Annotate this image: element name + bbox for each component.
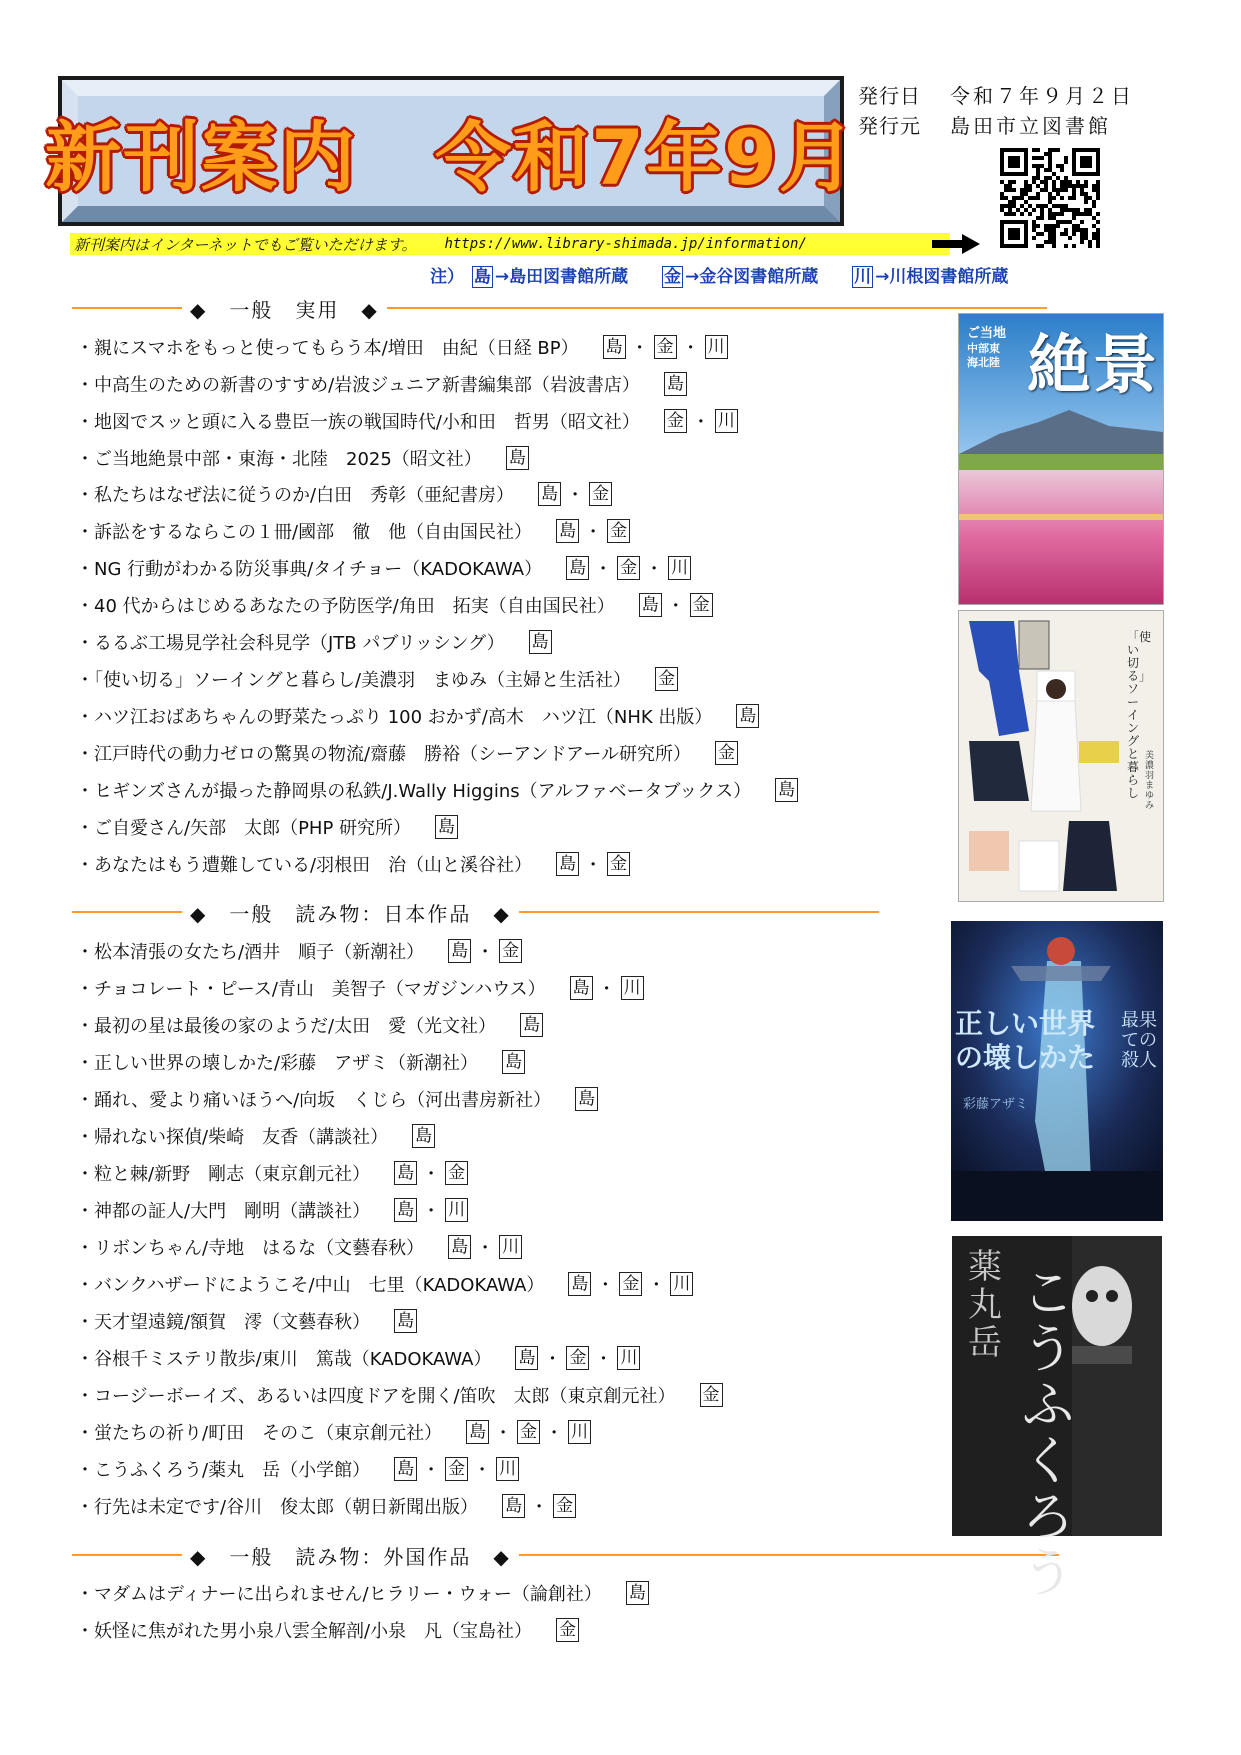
library-tag: 川 [668, 556, 691, 580]
library-tag: 島 [566, 556, 589, 580]
book-row [76, 1195, 470, 1225]
library-tags [601, 334, 730, 360]
library-tag: 島 [394, 1161, 417, 1185]
book-title: ・NG 行動がわかる防災事典/タイチョー（KADOKAWA） [76, 559, 543, 580]
library-tag: 島 [394, 1198, 417, 1222]
book-row [76, 849, 632, 879]
book-row [76, 1417, 593, 1447]
arrow-right-icon [932, 234, 980, 254]
legend-tag-kawane: 川 [854, 267, 872, 287]
book-row [76, 1269, 695, 1299]
library-tags [653, 667, 680, 691]
book-title: ・私たちはなぜ法に従うのか/白田 秀彰（亜紀書房） [76, 485, 515, 506]
library-tags [504, 446, 531, 470]
cover-sew-title: 「使い切る」ソーイングと暮らし [1127, 630, 1152, 800]
page-title: 新刊案内 令和7年9月 [45, 112, 857, 202]
tag-separator: ・ [566, 485, 585, 506]
book-row [76, 1306, 419, 1336]
web-notice [70, 233, 950, 255]
book-row [76, 1158, 470, 1188]
book-title: ・ご自愛さん/矢部 太郎（PHP 研究所） [76, 818, 412, 839]
book-row [76, 1343, 642, 1373]
library-tag: 島 [664, 372, 687, 396]
library-tag: 島 [515, 1346, 538, 1370]
book-row [76, 1047, 527, 1077]
library-tags [624, 1581, 651, 1605]
section-header-foreign-fiction [72, 1542, 1059, 1568]
book-row [76, 1084, 600, 1114]
library-tags [500, 1050, 527, 1074]
book-title: ・チョコレート・ピース/青山 美智子（マガジンハウス） [76, 979, 546, 1000]
library-tags [573, 1087, 600, 1111]
section-header-japanese-fiction [72, 899, 879, 925]
library-tags [566, 1271, 695, 1297]
library-tag: 金 [553, 1494, 576, 1518]
library-tag: 島 [394, 1309, 417, 1333]
library-tag: 金 [445, 1161, 468, 1185]
book-title: ・天才望遠鏡/額賀 澪（文藝春秋） [76, 1312, 371, 1333]
holding-legend [430, 262, 1008, 287]
book-row [76, 406, 740, 436]
library-tag: 金 [655, 667, 678, 691]
cover-small-text: ご当地 [967, 326, 1007, 341]
library-tag: 金 [700, 1383, 723, 1407]
book-row [76, 775, 800, 805]
cover-big-title: 絶景 [1027, 329, 1159, 403]
section-heading: ◆ 一般 読み物：外国作品 ◆ [190, 1544, 511, 1569]
library-tags [568, 975, 646, 1001]
book-row [76, 1232, 524, 1262]
tag-separator: ・ [422, 1201, 441, 1222]
legend-prefix: 注） [430, 267, 464, 287]
library-tags [554, 518, 632, 544]
book-row [76, 1010, 545, 1040]
book-row [76, 516, 632, 546]
tag-separator: ・ [691, 412, 710, 433]
library-tag: 島 [394, 1457, 417, 1481]
legend-text-kanaya: →金谷図書館所蔵 [685, 267, 819, 287]
tag-separator: ・ [545, 1423, 564, 1444]
library-tags [713, 741, 740, 765]
web-notice-text: 新刊案内はインターネットでもご覧いただけます。 [74, 235, 417, 254]
library-tag: 川 [705, 335, 728, 359]
tag-separator: ・ [494, 1423, 513, 1444]
title-banner-bevel [45, 80, 857, 222]
library-tag: 川 [670, 1272, 693, 1296]
book-title: ・マダムはディナーに出られません/ヒラリー・ウォー（論創社） [76, 1584, 602, 1605]
library-tags [392, 1160, 470, 1186]
book-cover-tadashii-sekai [951, 921, 1163, 1221]
book-title: ・行先は未定です/谷川 俊太郎（朝日新聞出版） [76, 1497, 479, 1518]
library-tag: 金 [690, 593, 713, 617]
title-banner [45, 76, 857, 226]
library-tags [513, 1345, 642, 1371]
book-title: ・リボンちゃん/寺地 はるな（文藝春秋） [76, 1238, 425, 1259]
book-title: ・こうふくろう/薬丸 岳（小学館） [76, 1460, 371, 1481]
library-tag: 島 [626, 1581, 649, 1605]
tag-separator: ・ [596, 1275, 615, 1296]
book-title: ・踊れ、愛より痛いほうへ/向坂 くじら（河出書房新社） [76, 1090, 552, 1111]
library-tag: 島 [466, 1420, 489, 1444]
section-header-practical [72, 295, 1047, 321]
library-tags [392, 1309, 419, 1333]
book-title: ・妖怪に焦がれた男小泉八雲全解剖/小泉 凡（宝島社） [76, 1621, 533, 1642]
cover-regions: 中部東海北陸 [967, 342, 1000, 369]
library-tag: 島 [775, 778, 798, 802]
issue-date: 令和７年９月２日 [950, 84, 1134, 108]
library-tag: 金 [619, 1272, 642, 1296]
library-tag: 川 [496, 1457, 519, 1481]
library-tag: 金 [556, 1618, 579, 1642]
library-tag: 川 [499, 1235, 522, 1259]
book-row [76, 1454, 521, 1484]
cover-fukuro-author: 薬丸岳 [968, 1247, 1002, 1363]
library-tag: 島 [570, 976, 593, 1000]
book-row [76, 812, 460, 842]
legend-tag-shimada: 島 [473, 267, 491, 287]
book-title: ・粒と棘/新野 剛志（東京創元社） [76, 1164, 371, 1185]
library-tag: 金 [617, 556, 640, 580]
book-row [76, 590, 715, 620]
library-tag: 金 [664, 409, 687, 433]
library-tag: 川 [445, 1198, 468, 1222]
library-tag: 島 [529, 630, 552, 654]
book-title: ・るるぶ工場見学社会科見学（JTB パブリッシング） [76, 633, 505, 654]
library-tags [392, 1197, 470, 1223]
library-tag: 金 [445, 1457, 468, 1481]
library-tags [564, 555, 693, 581]
book-cover-koufukurou [952, 1236, 1162, 1604]
website-link[interactable]: https://www.library-shimada.jp/information/ [444, 236, 807, 252]
book-title: ・最初の星は最後の家のようだ/太田 愛（光文社） [76, 1016, 497, 1037]
book-title: ・40 代からはじめるあなたの予防医学/角田 拓実（自由国民社） [76, 596, 615, 617]
tag-separator: ・ [543, 1349, 562, 1370]
cover-sekai-author: 彩藤アザミ [963, 1097, 1029, 1112]
library-tag: 川 [621, 976, 644, 1000]
tag-separator: ・ [422, 1164, 441, 1185]
book-title: ・地図でスッと頭に入る豊臣一族の戦国時代/小和田 哲男（昭文社） [76, 412, 640, 433]
library-tags [698, 1383, 725, 1407]
tag-separator: ・ [594, 559, 613, 580]
book-row [76, 936, 524, 966]
library-tag: 島 [568, 1272, 591, 1296]
library-tags [637, 592, 715, 618]
library-tag: 川 [715, 409, 738, 433]
issue-date-label: 発行日 [858, 84, 921, 108]
tag-separator: ・ [594, 1349, 613, 1370]
library-tag: 島 [520, 1013, 543, 1037]
book-row [76, 1615, 581, 1645]
tag-separator: ・ [630, 338, 649, 359]
tag-separator: ・ [422, 1460, 441, 1481]
book-row [76, 369, 689, 399]
library-tags [446, 938, 524, 964]
book-title: ・帰れない探偵/柴崎 友香（講談社） [76, 1127, 389, 1148]
library-tags [554, 851, 632, 877]
book-title: ・コージーボーイズ、あるいは四度ドアを開く/笛吹 太郎（東京創元社） [76, 1386, 676, 1407]
book-title: ・谷根千ミステリ散歩/東川 篤哉（KADOKAWA） [76, 1349, 492, 1370]
book-row [76, 553, 693, 583]
publisher-label: 発行元 [858, 114, 921, 138]
publisher-line [858, 110, 1111, 139]
book-title: ・江戸時代の動力ゼロの驚異の物流/齋藤 勝裕（シーアンドアール研究所） [76, 744, 692, 765]
legend-tag-kanaya: 金 [664, 267, 682, 287]
book-title: ・松本清張の女たち/酒井 順子（新潮社） [76, 942, 425, 963]
library-tag: 島 [556, 852, 579, 876]
library-tags [536, 481, 614, 507]
tag-separator: ・ [597, 979, 616, 1000]
book-row [76, 1578, 651, 1608]
section-heading: ◆ 一般 読み物：日本作品 ◆ [190, 901, 511, 926]
library-tag: 金 [715, 741, 738, 765]
library-tags [734, 704, 761, 728]
library-tag: 川 [617, 1346, 640, 1370]
qr-code-icon[interactable] [1000, 148, 1100, 248]
tag-separator: ・ [681, 338, 700, 359]
publisher: 島田市立図書館 [950, 114, 1111, 138]
library-tags [464, 1419, 593, 1445]
book-title: ・「使い切る」ソーイングと暮らし/美濃羽 まゆみ（主婦と生活社） [76, 670, 632, 691]
book-row [76, 479, 614, 509]
tag-separator: ・ [476, 1238, 495, 1259]
book-title: ・正しい世界の壊しかた/彩藤 アザミ（新潮社） [76, 1053, 479, 1074]
issue-date-line [858, 80, 1134, 109]
tag-separator: ・ [473, 1460, 492, 1481]
library-tags [433, 815, 460, 839]
book-row [76, 1491, 578, 1521]
book-title: ・ヒギンズさんが撮った静岡県の私鉄/J.Wally Higgins（アルファベータブックス） [76, 781, 752, 802]
library-tag: 島 [556, 519, 579, 543]
book-title: ・中高生のための新書のすすめ/岩波ジュニア新書編集部（岩波書店） [76, 375, 640, 396]
book-title: ・神都の証人/大門 剛明（講談社） [76, 1201, 371, 1222]
book-row [76, 738, 740, 768]
library-tags [500, 1493, 578, 1519]
book-row [76, 701, 761, 731]
library-tag: 島 [435, 815, 458, 839]
library-tag: 川 [568, 1420, 591, 1444]
library-tags [410, 1124, 437, 1148]
library-tag: 金 [607, 852, 630, 876]
tag-separator: ・ [584, 522, 603, 543]
library-tag: 島 [502, 1494, 525, 1518]
library-tag: 島 [538, 482, 561, 506]
library-tag: 金 [517, 1420, 540, 1444]
cover-fukuro-title: こうふくろう [1022, 1264, 1075, 1604]
library-tag: 島 [639, 593, 662, 617]
library-tag: 島 [736, 704, 759, 728]
book-row [76, 664, 680, 694]
library-tags [527, 630, 554, 654]
library-tags [773, 778, 800, 802]
cover-sekai-sub: 最果ての殺人 [1121, 1010, 1157, 1071]
book-row [76, 1121, 437, 1151]
tag-separator: ・ [584, 855, 603, 876]
book-row [76, 332, 730, 362]
book-title: ・親にスマホをもっと使ってもらう本/増田 由紀（日経 BP） [76, 338, 579, 359]
cover-sekai-title: 正しい世界の壊しかた [955, 1007, 1096, 1074]
book-title: ・訴訟をするならこの１冊/國部 徹 他（自由国民社） [76, 522, 533, 543]
book-cover-gotouchi-zekkei [958, 313, 1164, 605]
library-tags [392, 1456, 521, 1482]
library-tag: 島 [448, 1235, 471, 1259]
legend-text-kawane: →川根図書館所蔵 [875, 267, 1009, 287]
library-tags [518, 1013, 545, 1037]
library-tags [554, 1618, 581, 1642]
tag-separator: ・ [666, 596, 685, 617]
library-tag: 金 [566, 1346, 589, 1370]
book-row [76, 627, 554, 657]
book-title: ・蛍たちの祈り/町田 そのこ（東京創元社） [76, 1423, 443, 1444]
tag-separator: ・ [645, 559, 664, 580]
library-tag: 島 [506, 446, 529, 470]
cover-sew-author: 美濃羽まゆみ [1145, 751, 1155, 811]
book-row [76, 1380, 725, 1410]
library-tag: 島 [448, 939, 471, 963]
library-tag: 金 [607, 519, 630, 543]
library-tag: 金 [654, 335, 677, 359]
library-tag: 島 [575, 1087, 598, 1111]
library-tag: 島 [603, 335, 626, 359]
tag-separator: ・ [476, 942, 495, 963]
book-title: ・あなたはもう遭難している/羽根田 治（山と溪谷社） [76, 855, 533, 876]
book-cover-sewing [958, 610, 1164, 902]
book-title: ・ハツ江おばあちゃんの野菜たっぷり 100 おかず/高木 ハツ江（NHK 出版） [76, 707, 713, 728]
library-tags [662, 408, 740, 434]
library-tag: 金 [589, 482, 612, 506]
tag-separator: ・ [647, 1275, 666, 1296]
library-tags [662, 372, 689, 396]
library-tags [446, 1234, 524, 1260]
book-row [76, 973, 646, 1003]
legend-text-shimada: →島田図書館所蔵 [494, 267, 629, 287]
book-title: ・バンクハザードにようこそ/中山 七里（KADOKAWA） [76, 1275, 545, 1296]
library-tag: 島 [412, 1124, 435, 1148]
book-title: ・ご当地絶景中部・東海・北陸 2025（昭文社） [76, 449, 482, 470]
book-row [76, 443, 531, 473]
tag-separator: ・ [530, 1497, 549, 1518]
section-heading: ◆ 一般 実用 ◆ [190, 297, 379, 322]
library-tag: 金 [499, 939, 522, 963]
library-tag: 島 [502, 1050, 525, 1074]
